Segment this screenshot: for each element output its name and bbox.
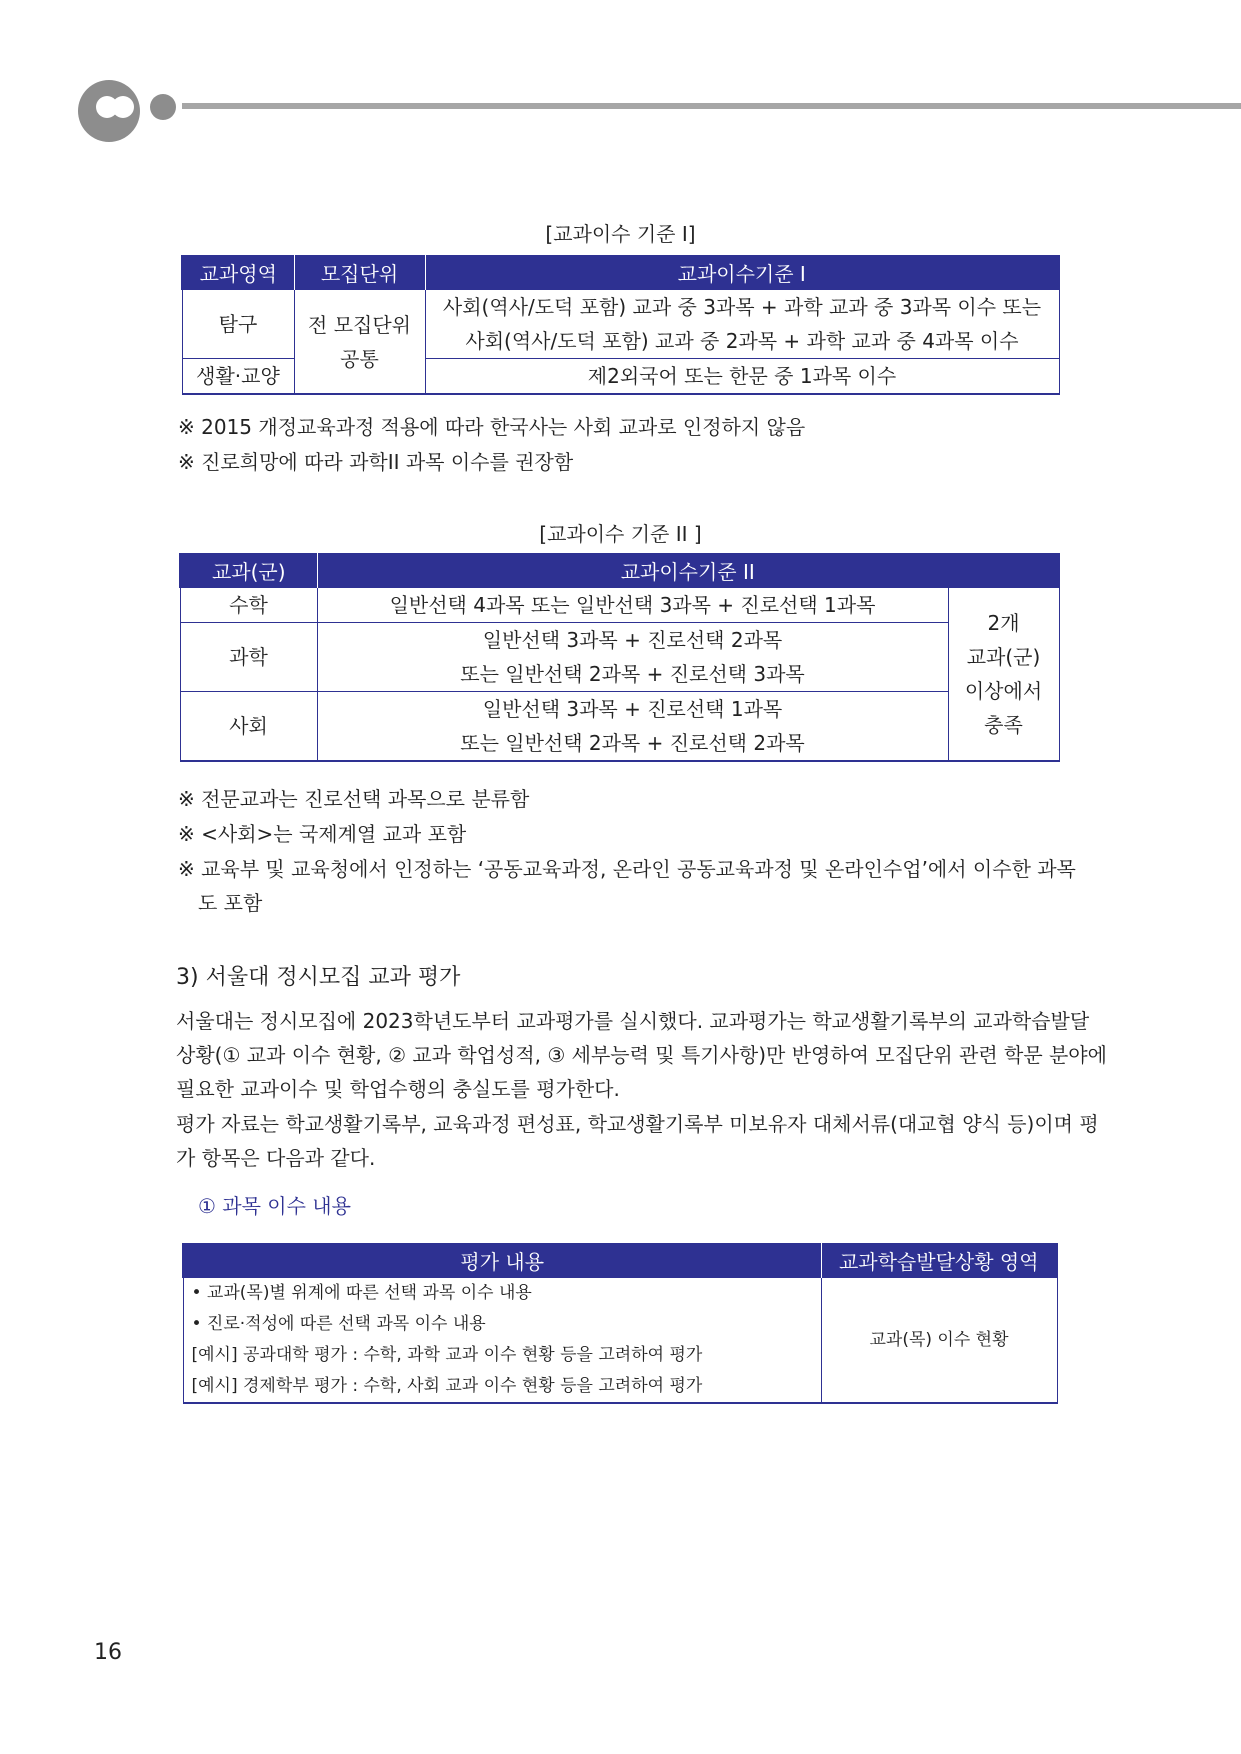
table1-header-criteria: 교과이수기준 Ⅰ <box>425 255 1059 290</box>
table1-cell-unit <box>294 290 425 395</box>
table1-unit-line1: 전 모집단위 <box>308 312 411 337</box>
table3-item-2: • 진로·적성에 따른 선택 과목 이수 내용 <box>191 1314 486 1334</box>
section-paragraph-1 <box>176 1004 1107 1106</box>
table1-cell-criteria-inquiry <box>425 290 1059 359</box>
table2-note-2: ※ <사회>는 국제계열 교과 포함 <box>178 822 467 846</box>
table3-header-content: 평가 내용 <box>183 1243 821 1278</box>
table1-cell-criteria-liberal: 제2외국어 또는 한문 중 1과목 이수 <box>425 359 1059 395</box>
table2-cell-math-criteria: 일반선택 4과목 또는 일반선택 3과목 + 진로선택 1과목 <box>317 588 948 623</box>
table2-header-criteria: 교과이수기준 II <box>317 553 1059 588</box>
table2-side-line4: 충족 <box>984 713 1023 737</box>
section-para1-line3: 필요한 교과이수 및 학업수행의 충실도를 평가한다. <box>176 1077 620 1101</box>
table2-note-3-cont: 도 포함 <box>198 891 263 915</box>
table2-caption: [교과이수 기준 II ] <box>539 522 702 546</box>
table2-side-line1: 2개 <box>987 611 1020 635</box>
section-para2-line2: 가 항목은 다음과 같다. <box>176 1146 376 1170</box>
table3 <box>182 1243 1058 1404</box>
table2-cell-science-criteria <box>317 623 948 692</box>
section-heading: 3) 서울대 정시모집 교과 평가 <box>176 965 461 990</box>
table2-note-3: ※ 교육부 및 교육청에서 인정하는 ‘공동교육과정, 온라인 공동교육과정 및 온라인수업’에서 이수한 과목 <box>178 857 1076 881</box>
section-para1-line1: 서울대는 정시모집에 2023학년도부터 교과평가를 실시했다. 교과평가는 학교생활기록부의 교과학습발달 <box>176 1009 1090 1033</box>
header-logo-ring-right <box>112 96 134 118</box>
table3-cell-content <box>183 1278 821 1404</box>
table1 <box>181 255 1060 395</box>
table2-side-line3: 이상에서 <box>964 679 1043 703</box>
table3-header-area: 교과학습발달상황 영역 <box>821 1243 1057 1278</box>
table1-cell-area-inquiry: 탐구 <box>182 290 294 359</box>
table2-cell-math: 수학 <box>180 588 317 623</box>
table2-social-line1: 일반선택 3과목 + 진로선택 1과목 <box>482 697 783 721</box>
table2-cell-social: 사회 <box>180 692 317 762</box>
table2-science-line2: 또는 일반선택 2과목 + 진로선택 3과목 <box>460 662 805 686</box>
table1-header-area: 교과영역 <box>182 255 294 290</box>
table1-unit-line2: 공통 <box>340 346 379 371</box>
table1-note-2: ※ 진로희망에 따라 과학II 과목 이수를 권장함 <box>178 450 574 474</box>
header-rule <box>182 103 1241 109</box>
header-dot <box>150 94 176 120</box>
table1-criteria-line2: 사회(역사/도덕 포함) 교과 중 2과목 + 과학 교과 중 4과목 이수 <box>465 329 1019 353</box>
table2-science-line1: 일반선택 3과목 + 진로선택 2과목 <box>482 628 783 652</box>
table3-cell-area: 교과(목) 이수 현황 <box>821 1278 1057 1404</box>
table3-item-1: • 교과(목)별 위계에 따른 선택 과목 이수 내용 <box>191 1283 532 1303</box>
table1-header-unit: 모집단위 <box>294 255 425 290</box>
section-paragraph-2 <box>176 1107 1099 1175</box>
sub-heading-subject-completion: ① 과목 이수 내용 <box>198 1194 351 1218</box>
table3-item-3: [예시] 공과대학 평가 : 수학, 과학 교과 이수 현황 등을 고려하여 평가 <box>191 1345 703 1365</box>
table2-side-line2: 교과(군) <box>966 645 1041 669</box>
table2-cell-social-criteria <box>317 692 948 762</box>
table1-criteria-line1: 사회(역사/도덕 포함) 교과 중 3과목 + 과학 교과 중 3과목 이수 또는 <box>442 295 1042 319</box>
section-para1-line2: 상황(① 교과 이수 현황, ② 교과 학업성적, ③ 세부능력 및 특기사항)만 반영하여 모집단위 관련 학문 분야에 <box>176 1043 1107 1067</box>
table2-note-1: ※ 전문교과는 진로선택 과목으로 분류함 <box>178 787 530 811</box>
section-para2-line1: 평가 자료는 학교생활기록부, 교육과정 편성표, 학교생활기록부 미보유자 대체서류(대교협 양식 등)이며 평 <box>176 1112 1099 1136</box>
table2-cell-science: 과학 <box>180 623 317 692</box>
table2-header-subject: 교과(군) <box>180 553 317 588</box>
table3-item-4: [예시] 경제학부 평가 : 수학, 사회 교과 이수 현황 등을 고려하여 평가 <box>191 1376 703 1396</box>
page-number: 16 <box>94 1640 122 1665</box>
table2 <box>179 553 1060 762</box>
table2-cell-side-note <box>948 588 1059 762</box>
table2-social-line2: 또는 일반선택 2과목 + 진로선택 2과목 <box>460 731 805 755</box>
table1-note-1: ※ 2015 개정교육과정 적용에 따라 한국사는 사회 교과로 인정하지 않음 <box>178 415 806 439</box>
table1-caption: [교과이수 기준 Ⅰ] <box>545 222 696 246</box>
table1-cell-area-liberal: 생활·교양 <box>182 359 294 395</box>
